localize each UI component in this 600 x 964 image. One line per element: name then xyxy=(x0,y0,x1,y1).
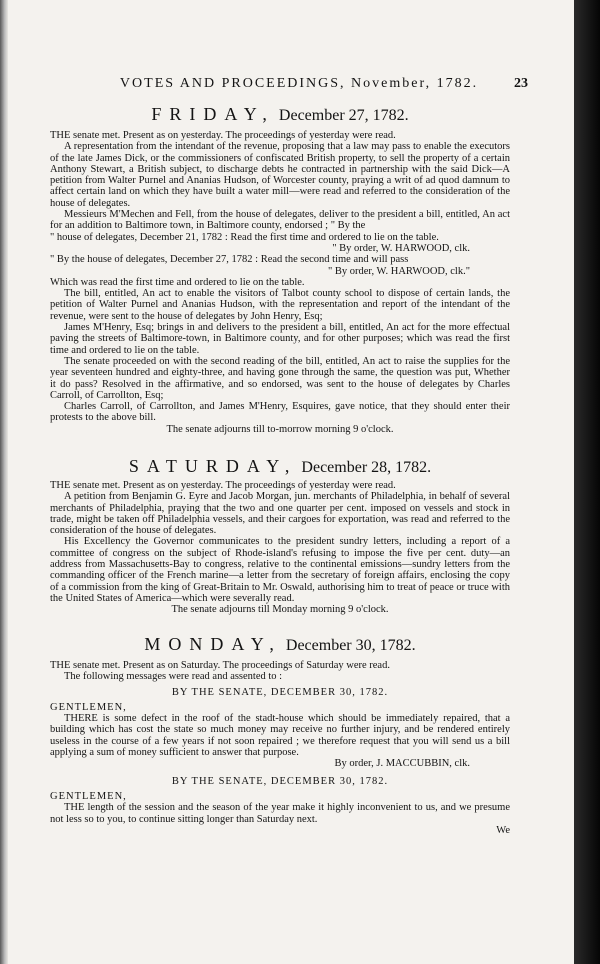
day-date: December 28, 1782. xyxy=(301,459,432,476)
friday-proceedings xyxy=(50,130,510,435)
page-header xyxy=(84,76,528,92)
signature-line: " By order, W. HARWOOD, clk. xyxy=(332,242,470,254)
day-date: December 27, 1782. xyxy=(278,107,409,124)
paragraph: The bill, entitled, An act to enable the visitors of Talbot county school to dispose of certain lands, the petition of Walter Purnel and Ananias Hudson, with the representation and report of the intendant of the revenue, were sent to the house of delegates by John Henry, Esq; xyxy=(50,288,510,322)
day-word: FRIDAY, xyxy=(151,104,275,124)
quoted-line: " house of delegates, December 21, 1782 : Read the first time and ordered to lie on the table. xyxy=(50,231,439,243)
day-heading-friday xyxy=(40,104,520,125)
saturday-proceedings xyxy=(50,480,510,616)
paragraph: A petition from Benjamin G. Eyre and Jacob Morgan, jun. merchants of Philadelphia, in behalf of several merchants of Philadelphia, praying that the two and one quarter per cent. imposed on vessels and stock in trade, might be taken off Philadelphia vessels, and their cargoes for exportation, was read and referred to the consideration of the house of delegates. xyxy=(50,491,510,537)
paragraph: The senate proceeded on with the second reading of the bill, entitled, An act to raise the supplies for the year seventeen hundred and eighty-three, and having gone through the same, the question was put, Whether it do pass? Resolved in the affirmative, and so endorsed, was sent to the house of delegates by Charles Carroll, of Carrollton, Esq; xyxy=(50,355,510,401)
opening-paragraph: THE senate met. Present as on yesterday. The proceedings of yesterday were read. xyxy=(50,130,396,141)
opening-paragraph: THE senate met. Present as on Saturday. The proceedings of Saturday were read. xyxy=(50,660,390,671)
paragraph: James M'Henry, Esq; brings in and delivers to the president a bill, entitled, An act for the more effectual paving the streets of Baltimore-town, in Baltimore county, and for other purposes; which was read the first time and ordered to lie on the table. xyxy=(50,322,510,356)
day-word: MONDAY, xyxy=(144,634,282,654)
message-body: THE length of the session and the season of the year make it highly inconvenient to us, and we presume not less so to you, to continue sitting longer than Saturday next. xyxy=(50,802,510,825)
quoted-line: " By the house of delegates, December 27, 1782 : Read the second time and will pass xyxy=(50,254,409,266)
page-left-edge-shadow xyxy=(0,0,8,964)
page-binding-shadow xyxy=(574,0,600,964)
salutation: GENTLEMEN, xyxy=(50,701,127,713)
adjournment-line: The senate adjourns till Monday morning 9 o'clock. xyxy=(171,604,389,616)
page-number: 23 xyxy=(514,76,528,91)
running-title: VOTES AND PROCEEDINGS, November, 1782. xyxy=(119,76,479,91)
message-heading: BY THE SENATE, DECEMBER 30, 1782. xyxy=(171,686,389,698)
paragraph: Messieurs M'Mechen and Fell, from the house of delegates, deliver to the president a bill, entitled, An act for an addition to Baltimore town, in Baltimore county, endorsed ; " By the xyxy=(50,209,510,232)
paragraph: The following messages were read and assented to : xyxy=(64,671,283,683)
adjournment-line: The senate adjourns till to-morrow morning 9 o'clock. xyxy=(166,423,394,435)
paragraph: His Excellency the Governor communicates to the president sundry letters, including a report of a committee of congress on the subject of Rhode-island's refusing to impose the five per cent. duty—an address from Massachusetts-Bay to congress, relative to the continental emissions—sundry letters from the commanding officer of the French marine—a letter from the secretary of foreign affairs, enclosing the copy of a commission from the king of Great-Britain to Mr. Oswald, authorising him to treat of peace or truce with the United States of America—which were severally read. xyxy=(50,536,510,604)
day-heading-saturday xyxy=(40,456,520,477)
message-body: THERE is some defect in the roof of the stadt-house which should be immediately repaired, that a building which has cost the state so much money may receive no further injury, and be rendered entirely useless in the course of a few years if not soon repaired ; we therefore request that you will send us a bill applying a sum of money sufficient to answer that purpose. xyxy=(50,713,510,759)
signature-line: By order, J. MACCUBBIN, clk. xyxy=(334,758,470,770)
salutation: GENTLEMEN, xyxy=(50,790,127,802)
day-heading-monday xyxy=(40,634,520,655)
opening-paragraph: THE senate met. Present as on yesterday. The proceedings of yesterday were read. xyxy=(50,480,396,491)
message-heading: BY THE SENATE, DECEMBER 30, 1782. xyxy=(171,775,389,787)
day-date: December 30, 1782. xyxy=(285,637,416,654)
paragraph: A representation from the intendant of the revenue, proposing that a law may pass to enable the executors of the late James Dick, or the commissioners of confiscated British property, to sell the property of a certain Anthony Stewart, a British subject, to discharge debts he contracted in partnership with the said Dick—A petition from Walter Purnel and Ananias Hudson, of Worcester county, praying a writ of ad quod damnum to affect certain land on which they have built a water mill—were read and referred to the consideration of the house of delegates. xyxy=(50,141,510,209)
catchword: We xyxy=(496,824,510,836)
day-word: SATURDAY, xyxy=(128,456,298,476)
paragraph: Which was read the first time and ordered to lie on the table. xyxy=(50,276,305,288)
signature-line: " By order, W. HARWOOD, clk." xyxy=(327,265,470,277)
monday-proceedings xyxy=(50,660,510,836)
paragraph: Charles Carroll, of Carrollton, and James M'Henry, Esquires, gave notice, that they should enter their protests to the above bill. xyxy=(50,401,510,424)
